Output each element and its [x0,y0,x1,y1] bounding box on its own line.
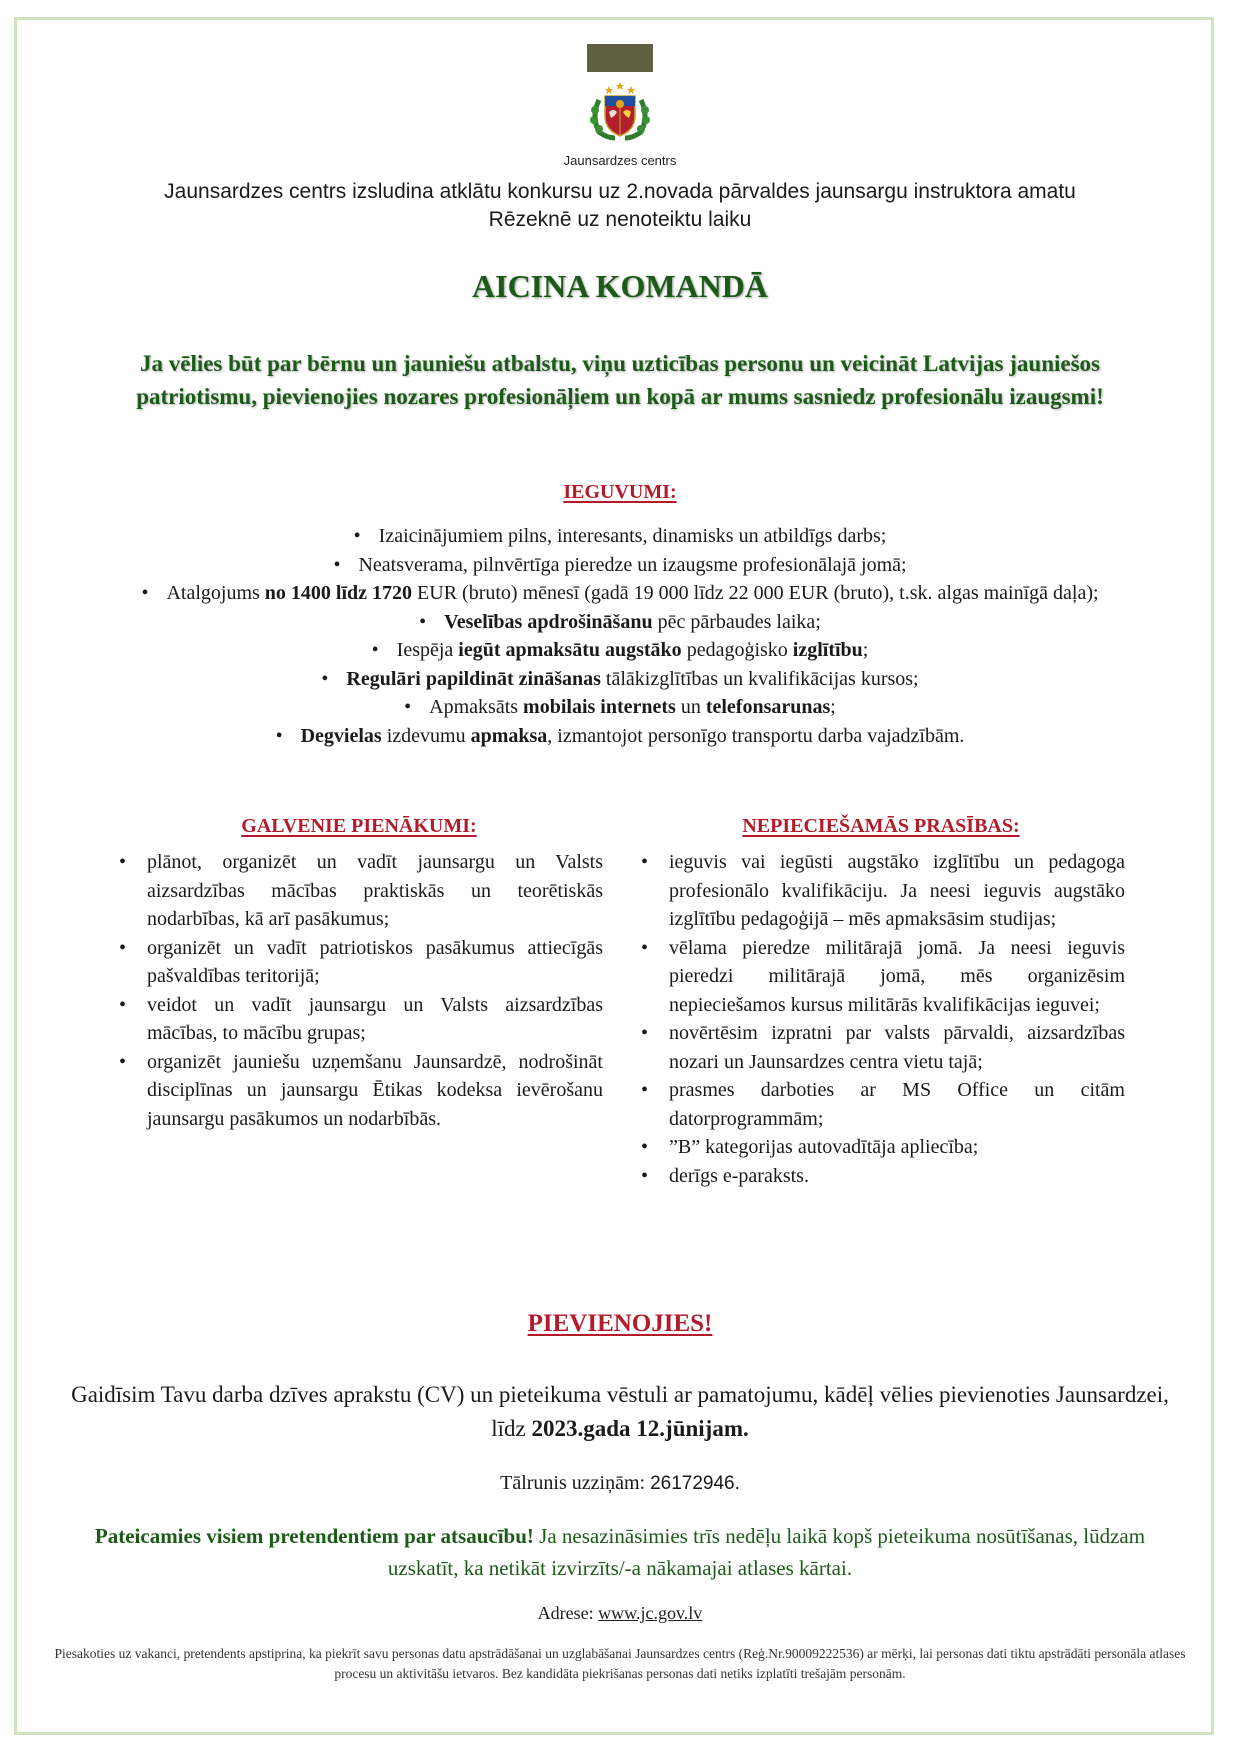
application-body: Gaidīsim Tavu darba dzīves aprakstu (CV) un pieteikuma vēstuli ar pamatojumu, kādēļ vēlies pievienoties Jaunsardzei, līdz [71,1382,1169,1441]
benefit-item [140,665,1100,694]
benefit-text: apmaksa [470,724,548,747]
benefits-heading: IEGUVUMI: [563,481,677,503]
address-label: Adrese: [537,1603,599,1623]
duty-item: • veidot un vadīt jaunsargu un Valsts aizsardzības mācības, to mācību grupas; [115,991,603,1048]
intro-line-2: Rēzeknē uz nenoteiktu laiku [488,208,752,231]
benefit-text: ; [862,639,869,661]
join-heading: PIEVIENOJIES! [527,1310,713,1337]
requirement-item: • ieguvis vai iegūsti augstāko izglītību un pedagoga profesionālo kvalifikāciju. Ja neesi ieguvis augstāko izglītību pedagoģijā – mēs apmaksāsim studijas; [637,848,1125,934]
duties-list [115,848,603,1133]
logo-caption: Jaunsardzes centrs [563,153,677,168]
benefit-text: , izmantojot personīgo transportu darba vajadzībām. [547,724,965,747]
thanks-paragraph [80,1520,1160,1584]
benefit-item [140,579,1100,608]
requirement-item: • prasmes darboties ar MS Office un citām datorprogrammām; [637,1076,1125,1133]
benefit-item [140,693,1100,722]
benefit-item [140,636,1100,665]
requirement-item: • derīgs e-paraksts. [637,1162,1125,1191]
application-deadline: 2023.gada 12.jūnijam. [531,1416,749,1441]
benefit-text: telefonsarunas [705,696,831,718]
join-heading-wrap [0,1310,1240,1338]
benefit-text: izglītību [792,639,863,661]
benefit-text: tālākizglītības un kvalifikācijas kursos; [600,667,919,690]
requirement-item: • ”B” kategorijas autovadītāja apliecība; [637,1133,1125,1162]
requirements-heading: NEPIECIEŠAMĀS PRASĪBAS: [742,815,1020,837]
phone-line [0,1472,1240,1495]
benefit-text: EUR (bruto) mēnesī (gadā 19 000 līdz 22 000 EUR (bruto), t.sk. algas mainīgā daļa); [412,582,1099,604]
duty-item: • plānot, organizēt un vadīt jaunsargu un Valsts aizsardzības mācības praktiskās un teorētiskās nodarbības, kā arī pasākumus; [115,848,603,934]
benefits-heading-wrap [0,481,1240,504]
intro-line-1: Jaunsardzes centrs izsludina atklātu konkursu uz 2.novada pārvaldes jaunsargu instruktora amatu [164,180,1076,203]
requirements-list [637,848,1125,1190]
benefit-text: mobilais internets [523,696,676,718]
duties-column [115,815,603,1190]
benefits-list [140,522,1100,750]
benefit-text: izdevumu [381,724,471,747]
benefit-item [140,722,1100,751]
phone-number[interactable]: 26172946. [650,1473,740,1494]
benefit-text: Regulāri papildināt zināšanas [346,667,601,690]
benefit-text: Degvielas [300,724,382,747]
duty-item: • organizēt jauniešu uzņemšanu Jaunsardzē, nodrošināt disciplīnas un jaunsargu Ētikas kodeksa ievērošanu jaunsargu pasākumos un nodarbībās. [115,1048,603,1134]
benefit-text: pēc pārbaudes laika; [652,610,821,633]
benefit-text: Neatsverama, pilnvērtīga pieredze un izaugsme profesionālajā jomā; [358,553,907,576]
website-link[interactable]: www.jc.gov.lv [598,1603,703,1623]
privacy-footer: Piesakoties uz vakanci, pretendents apstiprina, ka piekrīt savu personas datu apstrādāšanai un uzglabāšanai Jaunsardzes centrs (Reģ.Nr.90009222536) ar mērķi, lai personas dati tiktu apstrādāti personāla atlases procesu un aktivitāšu ietvaros. Bez kandidāta piekrišanas personas dati netiks izplatīti trešajām personām. [54,1646,1186,1681]
logo [0,44,1240,168]
benefit-text: iegūt apmaksātu augstāko [458,639,682,661]
benefit-item [140,522,1100,551]
thanks-rest: Ja nesazināsimies trīs nedēļu laikā kopš pieteikuma nosūtīšanas, lūdzam uzskatīt, ka netikāt izvirzīts/-a nākamajai atlases kārtai. [387,1524,1146,1580]
address-line [0,1603,1240,1624]
benefit-text: pedagoģisko [681,639,793,661]
benefit-text: Atalgojums [166,582,265,604]
application-text [70,1378,1170,1446]
logo-bar [587,44,653,72]
page-title: AICINA KOMANDĀ [472,268,768,304]
benefit-text: ; [830,696,836,718]
benefit-item [140,551,1100,580]
lead-paragraph: Ja vēlies būt par bērnu un jauniešu atbalstu, viņu uzticības personu un veicināt Latvijas jauniešos patriotismu, pievienojies nozares profesionāļiem un kopā ar mums sasniedz profesionālu izaugsmi! [136,351,1104,409]
benefit-text: Izaicinājumiem pilns, interesants, dinamisks un atbildīgs darbs; [378,525,887,547]
thanks-bold: Pateicamies visiem pretendentiem par atsaucību! [94,1524,534,1548]
benefit-text: no 1400 līdz 1720 [264,582,413,604]
requirement-item: • vēlama pieredze militārajā jomā. Ja neesi ieguvis pieredzi militārajā jomā, mēs organizēsim nepieciešamos kursus militārās kvalifikācijas ieguvei; [637,934,1125,1020]
benefit-text: Apmaksāts [429,696,524,718]
coat-of-arms-icon [585,80,655,142]
requirement-item: • novērtēsim izpratni par valsts pārvaldi, aizsardzības nozari un Jaunsardzes centra vietu tajā; [637,1019,1125,1076]
benefit-item [140,608,1100,637]
intro-text [60,178,1180,234]
phone-label: Tālrunis uzziņām: [500,1472,651,1494]
benefit-text: un [675,696,706,718]
duties-heading: GALVENIE PIENĀKUMI: [241,815,477,837]
benefit-text: Veselības apdrošināšanu [444,610,653,633]
two-column-section [115,815,1125,1190]
benefit-text: Iespēja [396,639,459,661]
requirements-column [637,815,1125,1190]
duty-item: • organizēt un vadīt patriotiskos pasākumus attiecīgās pašvaldības teritorijā; [115,934,603,991]
